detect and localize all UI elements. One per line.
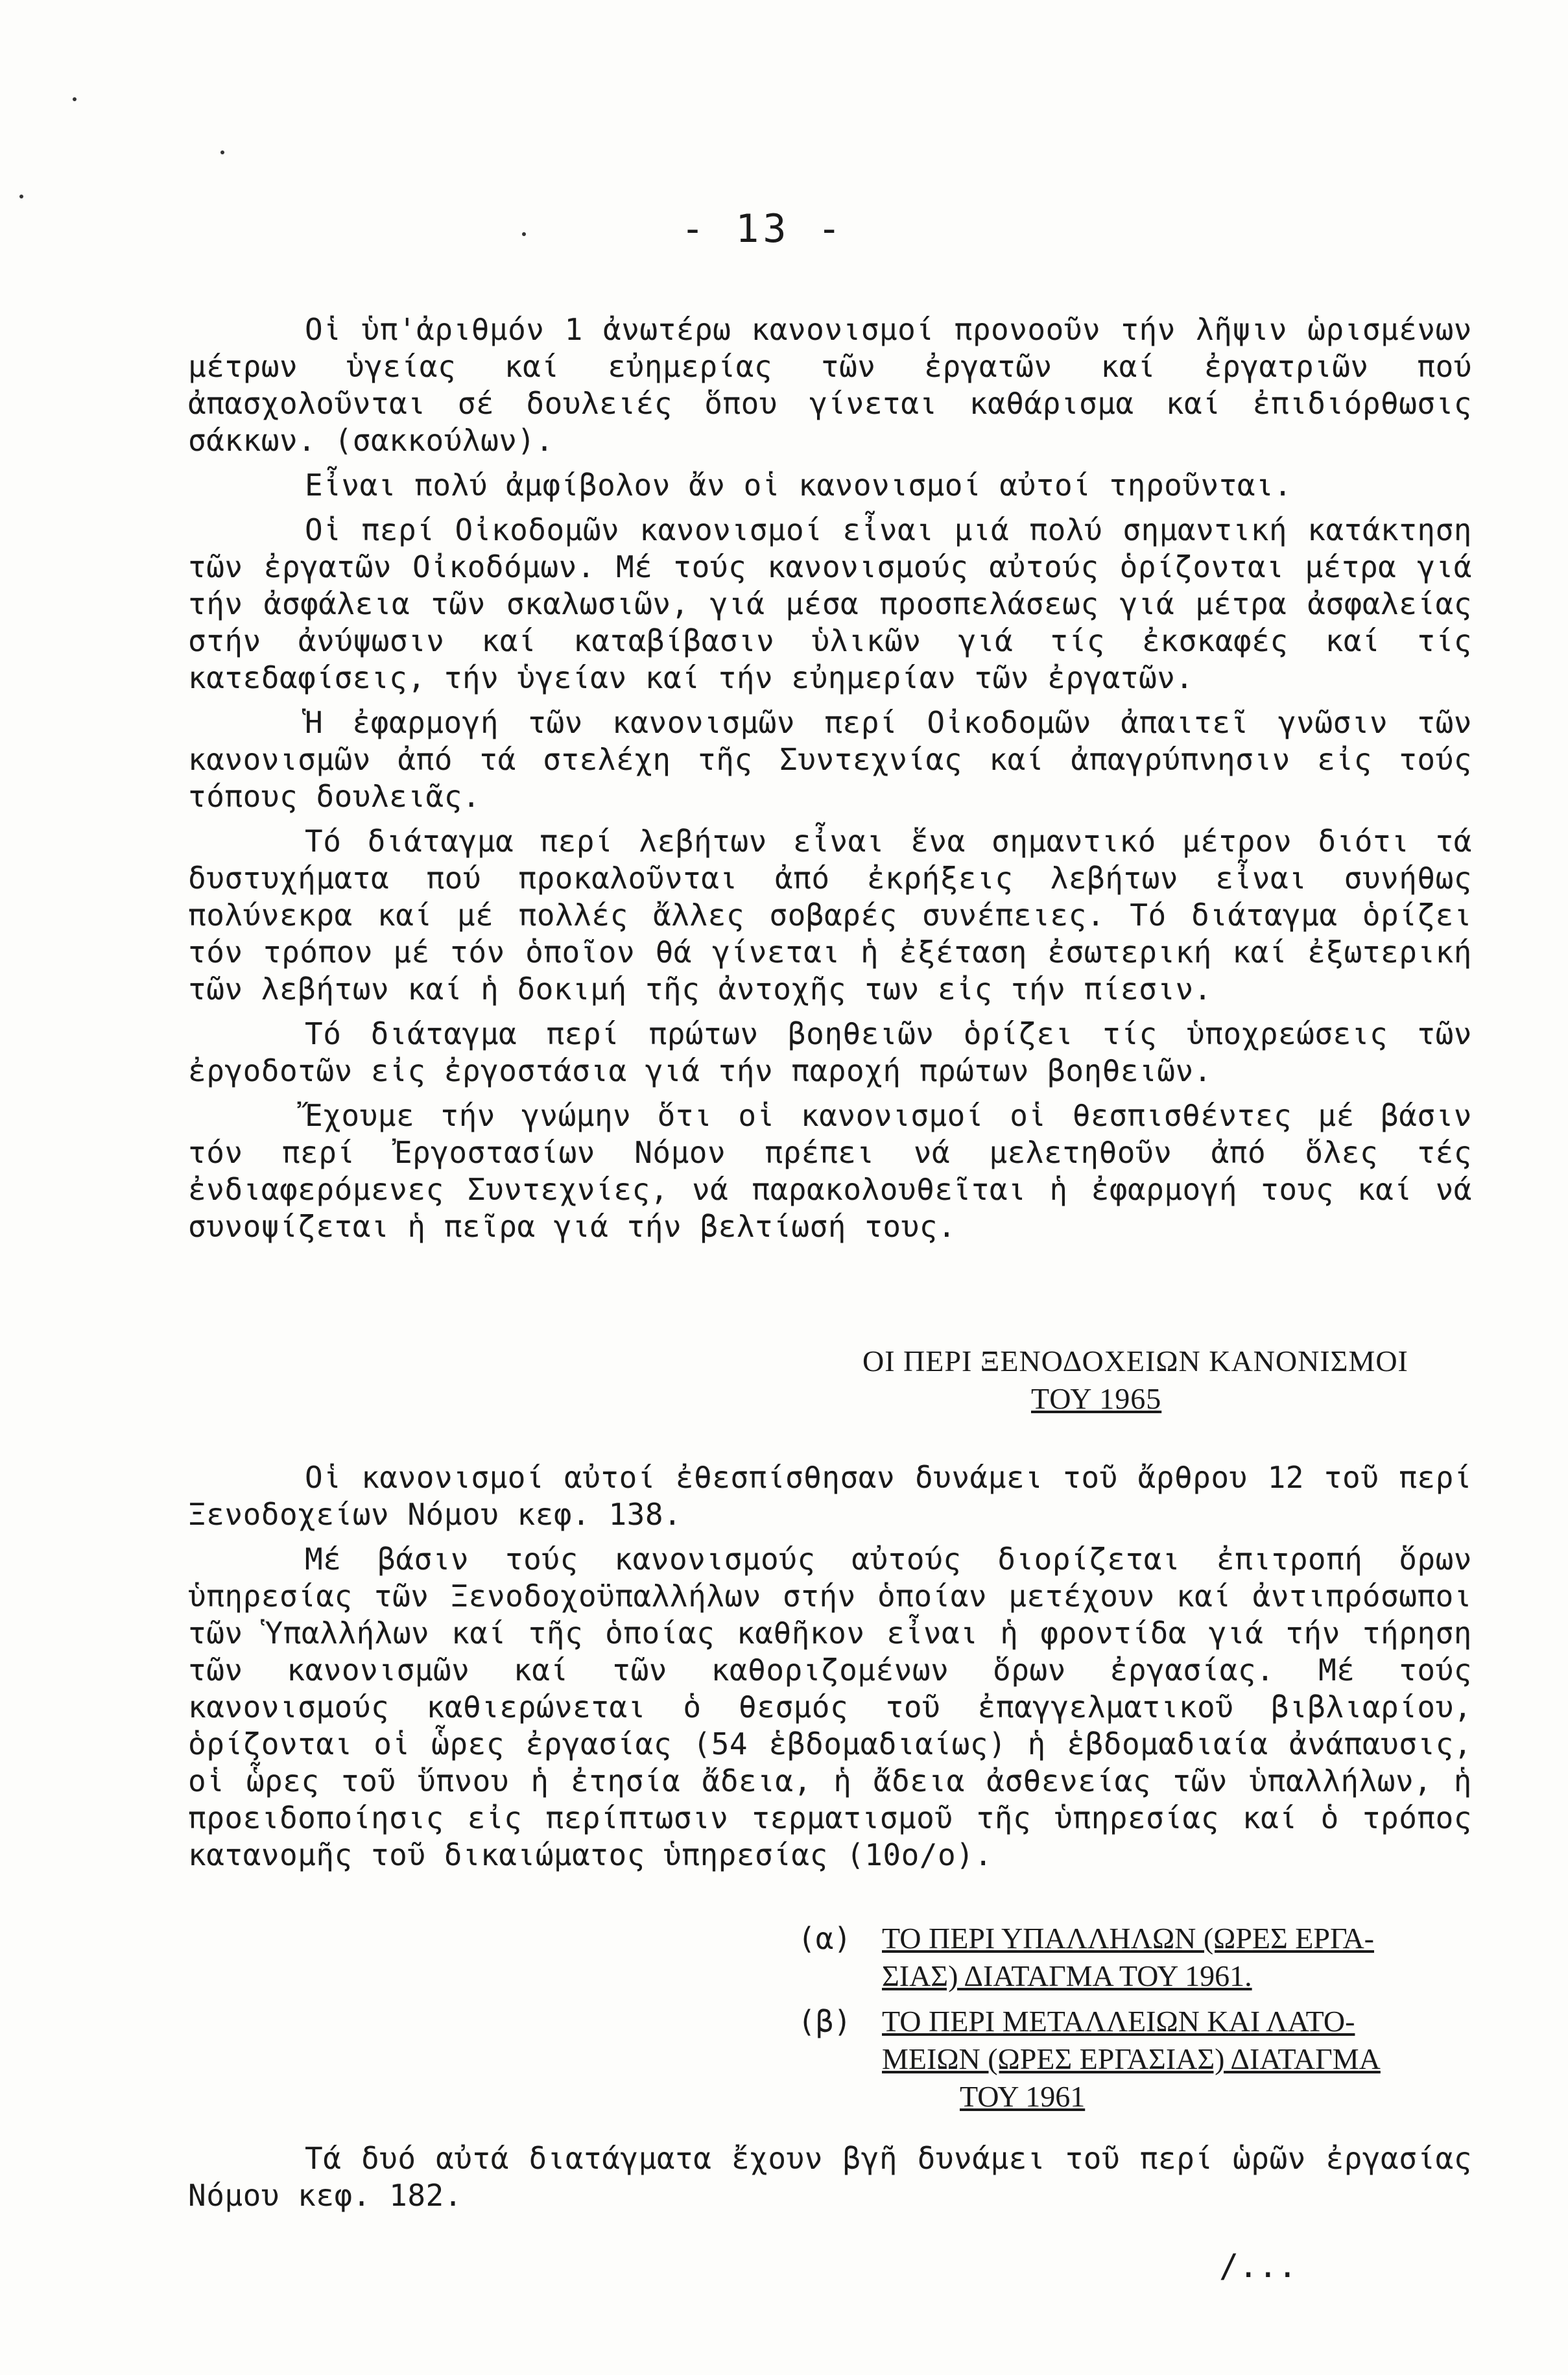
paragraph: Ἡ ἐφαρμογή τῶν κανονισμῶν περί Οἰκοδομῶν ἀπαιτεῖ γνῶσιν τῶν κανονισμῶν ἀπό τά στελέχη τῆς Συντεχνίας καί ἀπαγρύπνησιν εἰς τούς τόπους δουλειᾶς.	[188, 705, 1472, 814]
scan-speck	[19, 195, 23, 198]
continuation-mark: /...	[1219, 2247, 1298, 2285]
paragraph: Οἱ κανονισμοί αὐτοί ἐθεσπίσθησαν δυνάμει τοῦ ἄρθρου 12 τοῦ περί Ξενοδοχείων Νόμου κεφ. 138.	[188, 1460, 1472, 1532]
list-marker: (β)	[798, 2004, 852, 2039]
paragraph: Οἱ ὑπ'ἀριθμόν 1 ἀνωτέρω κανονισμοί προνοοῦν τήν λῆψιν ὡρισμένων μέτρων ὑγείας καί εὐημερίας τῶν ἐργατῶν καί ἐργατριῶν πού ἀπασχολοῦνται σέ δουλειές ὅπου γίνεται καθάρισμα καί ἐπιδιόρθωσις σάκκων. (σακκούλων).	[188, 312, 1472, 458]
paragraph: Οἱ περί Οἰκοδομῶν κανονισμοί εἶναι μιά πολύ σημαντική κατάκτηση τῶν ἐργατῶν Οἰκοδόμων. Μέ τούς κανονισμούς αὐτούς ὁρίζονται μέτρα γιά τήν ἀσφάλεια τῶν σκαλωσιῶν, γιά μέσα προσπελάσεως γιά μέτρα ἀσφαλείας στήν ἀνύψωσιν καί καταβίβασιν ὑλικῶν γιά τίς ἐκσκαφές καί τίς κατεδαφίσεις, τήν ὑγείαν καί τήν εὐημερίαν τῶν ἐργατῶν.	[188, 512, 1472, 695]
decree-list	[798, 1920, 1479, 2123]
scan-speck	[220, 150, 224, 154]
page-number: - 13 -	[681, 206, 845, 252]
section-heading-title: ΟΙ ΠΕΡΙ ΞΕΝΟΔΟΧΕΙΩΝ ΚΑΝΟΝΙΣΜΟΙ	[862, 1344, 1408, 1378]
paragraph: Ἔχουμε τήν γνώμην ὅτι οἱ κανονισμοί οἱ θεσπισθέντες μέ βάσιν τόν περί Ἐργοστασίων Νόμον πρέπει νά μελετηθοῦν ἀπό ὅλες τές ἐνδιαφερόμενες Συντεχνίες, νά παρακολουθεῖται ἡ ἐφαρμογή τους καί νά συνοψίζεται ἡ πεῖρα γιά τήν βελτίωσή τους.	[188, 1098, 1472, 1244]
list-marker: (α)	[798, 1921, 852, 1956]
section-heading	[862, 1343, 1408, 1418]
paragraph: Τά δυό αὐτά διατάγματα ἔχουν βγῆ δυνάμει τοῦ περί ὡρῶν ἐργασίας Νόμου κεφ. 182.	[188, 2141, 1472, 2213]
paragraph: Μέ βάσιν τούς κανονισμούς αὐτούς διορίζεται ἐπιτροπή ὅρων ὑπηρεσίας τῶν Ξενοδοχοϋπαλλήλων στήν ὁποίαν μετέχουν καί ἀντιπρόσωποι τῶν Ὑπαλλήλων καί τῆς ὁποίας καθῆκον εἶναι ἡ φροντίδα γιά τήν τήρηση τῶν κανονισμῶν καί τῶν καθοριζομένων ὅρων ἐργασίας. Μέ τούς κανονισμούς καθιερώνεται ὁ θεσμός τοῦ ἐπαγγελματικοῦ βιβλιαρίου, ὁρίζονται οἱ ὧρες ἐργασίας (54 ἑβδομαδιαίως) ἡ ἑβδομαδιαία ἀνάπαυσις, οἱ ὧρες τοῦ ὕπνου ἡ ἐτησία ἄδεια, ἡ ἄδεια ἀσθενείας τῶν ὑπαλλήλων, ἡ προειδοποίησις εἰς περίπτωσιν τερματισμοῦ τῆς ὑπηρεσίας καί ὁ τρόπος κατανομῆς τοῦ δικαιώματος ὑπηρεσίας (10ο/ο).	[188, 1542, 1472, 1872]
scan-speck	[73, 97, 77, 101]
section-heading-year: ΤΟΥ 1965	[1031, 1382, 1162, 1415]
text-block-1	[188, 311, 1472, 1253]
scan-speck	[522, 232, 526, 236]
list-item	[798, 2003, 1479, 2116]
list-item-text: ΤΟ ΠΕΡΙ ΥΠΑΛΛΗΛΩΝ (ΩΡΕΣ ΕΡΓΑ- ΣΙΑΣ) ΔΙΑΤΑΓΜΑ ΤΟΥ 1961.	[882, 1922, 1374, 1992]
text-block-2	[188, 1459, 1472, 1881]
paragraph: Τό διάταγμα περί λεβήτων εἶναι ἕνα σημαντικό μέτρον διότι τά δυστυχήματα πού προκαλοῦνται ἀπό ἐκρήξεις λεβήτων εἶναι συνήθως πολύνεκρα καί μέ πολλές ἄλλες σοβαρές συνέπειες. Τό διάταγμα ὁρίζει τόν τρόπον μέ τόν ὁποῖον θά γίνεται ἡ ἐξέταση ἐσωτερική καί ἐξωτερική τῶν λεβήτων καί ἡ δοκιμή τῆς ἀντοχῆς των εἰς τήν πίεσιν.	[188, 824, 1472, 1007]
text-block-3	[188, 2140, 1472, 2222]
paragraph: Τό διάταγμα περί πρώτων βοηθειῶν ὁρίζει τίς ὑποχρεώσεις τῶν ἐργοδοτῶν εἰς ἐργοστάσια γιά τήν παροχή πρώτων βοηθειῶν.	[188, 1016, 1472, 1088]
list-item	[798, 1920, 1479, 1995]
list-item-text: ΤΟ ΠΕΡΙ ΜΕΤΑΛΛΕΙΩΝ ΚΑΙ ΛΑΤΟ- ΜΕΙΩΝ (ΩΡΕΣ ΕΡΓΑΣΙΑΣ) ΔΙΑΤΑΓΜΑ ΤΟΥ 1961	[882, 2005, 1381, 2113]
paragraph: Εἶναι πολύ ἀμφίβολον ἄν οἱ κανονισμοί αὐτοί τηροῦνται.	[305, 468, 1292, 503]
